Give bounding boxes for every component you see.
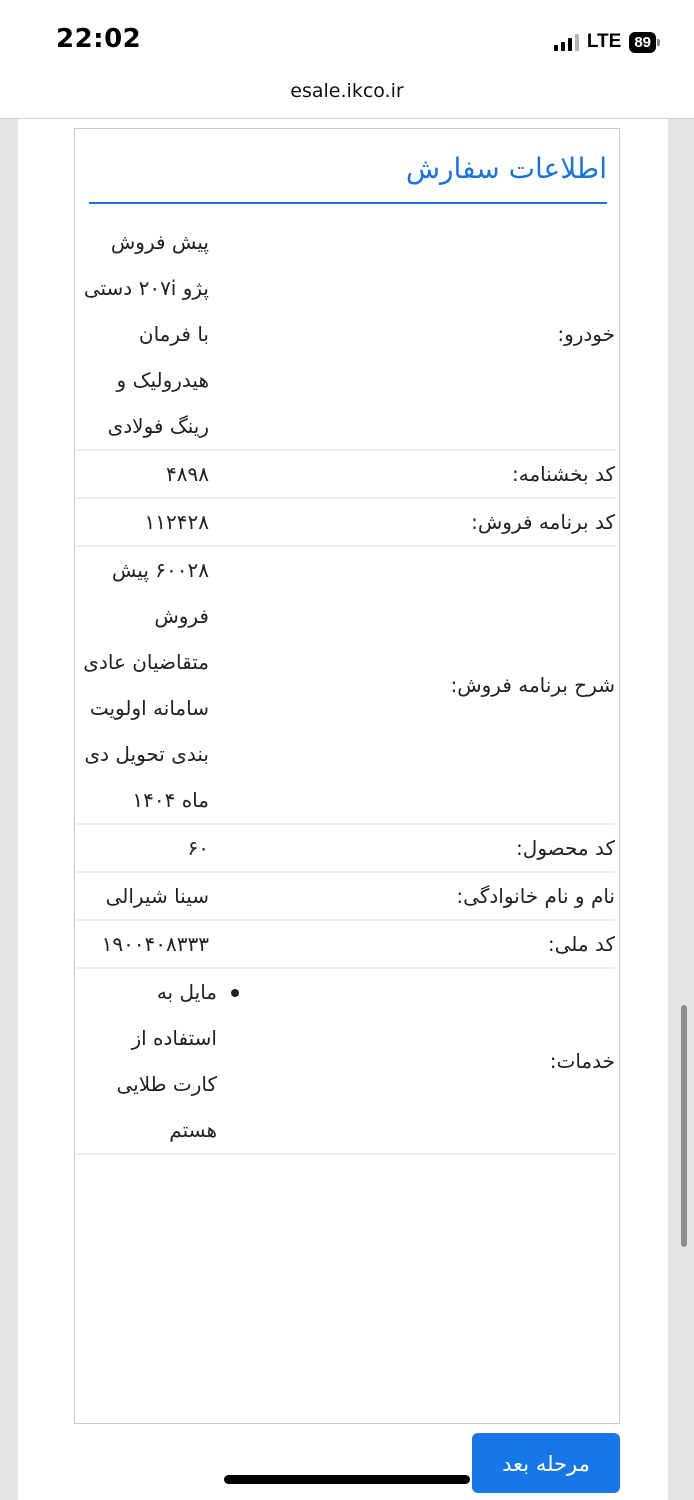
- bullet-icon: [231, 989, 239, 997]
- table-row-program-desc: [77, 546, 615, 824]
- table-row-product-code: [77, 824, 615, 872]
- table-row-services: [77, 968, 615, 1154]
- url-text: esale.ikco.ir: [290, 80, 404, 102]
- order-info-card: [74, 128, 620, 1424]
- list-item: [89, 969, 217, 1153]
- product-code-label: کد محصول:: [217, 824, 615, 872]
- table-row-car: [77, 219, 615, 450]
- page-content: [18, 119, 668, 1500]
- services-label: خدمات:: [217, 968, 615, 1154]
- order-info-title: اطلاعات سفارش: [89, 147, 607, 204]
- order-info-table: [77, 219, 615, 1155]
- national-id-value: ۱۹۰۰۴۰۸۳۳۳: [101, 932, 209, 956]
- car-label: خودرو:: [217, 219, 615, 450]
- home-indicator[interactable]: [224, 1475, 470, 1484]
- table-row-national-id: [77, 920, 615, 968]
- full-name-value: سینا شیرالی: [105, 884, 209, 908]
- scrollbar[interactable]: [681, 1005, 687, 1247]
- signal-icon: [554, 33, 579, 51]
- car-value: پیش فروش پژو ۲۰۷i دستی با فرمان هیدرولیک و رینگ فولادی: [83, 230, 209, 438]
- next-step-button[interactable]: مرحله بعد: [472, 1433, 620, 1493]
- status-time: 22:02: [56, 24, 142, 54]
- table-row-full-name: [77, 872, 615, 920]
- program-code-label: کد برنامه فروش:: [217, 498, 615, 546]
- service-item-text: مایل به استفاده از کارت طلایی هستم: [116, 980, 217, 1142]
- status-indicators: [554, 30, 660, 54]
- full-name-label: نام و نام خانوادگی:: [217, 872, 615, 920]
- program-desc-label: شرح برنامه فروش:: [217, 546, 615, 824]
- status-bar: [0, 0, 694, 80]
- table-row-circular-code: [77, 450, 615, 498]
- table-row-program-code: [77, 498, 615, 546]
- national-id-label: کد ملی:: [217, 920, 615, 968]
- network-type: LTE: [586, 31, 622, 52]
- program-code-value: ۱۱۲۴۲۸: [144, 510, 209, 534]
- program-desc-value: ۶۰۰۲۸ پیش فروش متقاضیان عادی سامانه اولویت بندی تحویل دی ماه ۱۴۰۴: [83, 558, 209, 812]
- battery-icon: [629, 32, 660, 53]
- services-list: [89, 969, 217, 1153]
- battery-level: 89: [629, 32, 656, 53]
- circular-code-label: کد بخشنامه:: [217, 450, 615, 498]
- product-code-value: ۶۰: [187, 836, 209, 860]
- address-bar[interactable]: [0, 80, 694, 119]
- circular-code-value: ۴۸۹۸: [166, 462, 209, 486]
